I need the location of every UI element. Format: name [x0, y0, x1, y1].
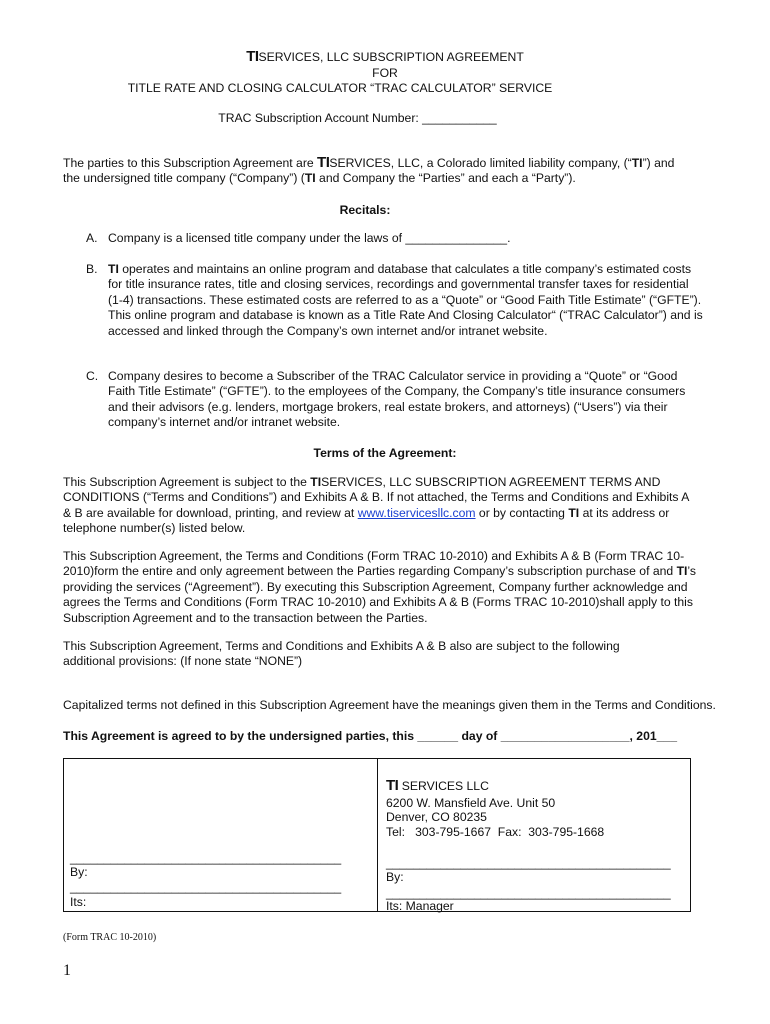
recital-a	[86, 231, 706, 246]
recital-c	[86, 369, 706, 431]
ti-company-name	[386, 777, 489, 794]
table-divider	[377, 759, 378, 911]
ti-address-2: Denver, CO 80235	[386, 810, 487, 824]
title-for: FOR	[372, 66, 398, 80]
terms-heading: Terms of the Agreement:	[313, 446, 457, 460]
recital-text: Company is a licensed title company under the laws of _______________.	[108, 231, 511, 245]
page-number: 1	[63, 962, 71, 979]
terms-text: at its address or telephone number(s) listed below.	[63, 505, 670, 536]
intro-ti-2: TI	[304, 171, 316, 186]
intro-ti-bold: TI	[631, 156, 643, 170]
terms-ti: TI	[568, 505, 580, 520]
intro-text-4: the undersigned title company (“Company”) (	[63, 171, 305, 186]
company-its-line: ________________________________________	[70, 880, 342, 894]
recitals-heading: Recitals:	[339, 203, 391, 217]
company-its-label: Its:	[70, 895, 87, 909]
ti-name-rest: SERVICES LLC	[398, 779, 489, 793]
intro-text-2: SERVICES, LLC, a Colorado limited liability company, (“	[329, 156, 632, 170]
terms-text: ’s providing the services (“Agreement”). By executing this Subscription Agreement, Company further acknowledge and agrees the Terms and Conditions (Form TRAC 10-2010) and Exhibits A & B (Forms TRAC 10-2010)shall apply to this Subscription Agreement and to the transaction between the Parties.	[63, 564, 697, 625]
title-ti: TI	[246, 48, 259, 65]
recital-text: Company desires to become a Subscriber of the TRAC Calculator service in providing a “Quote” or “Good Faith Title Estimate” (“GFTE”). to the employees of the Company, the Company’s title insurance consumers and their advisors (e.g. lenders, mortgage brokers, real estate brokers, and attorneys) (“Users”) via their company’s internet and/or intranet website.	[108, 369, 686, 430]
intro-paragraph	[63, 155, 723, 187]
recital-body: operates and maintains an online program and database that calculates a title company’s estimated costs for title insurance rates, title and closing services, recordings and governmental transfer taxes for residential (1-4) transactions. These estimated costs are referred to as a “Quote” or “Good Faith Title Estimate” (“GFTE”). This online program and database is known as a Title Rate And Closing Calculator“ (“TRAC Calculator”) and is accessed and linked through the Company’s own internet and/or intranet website.	[108, 262, 703, 338]
title-rest: SERVICES, LLC SUBSCRIPTION AGREEMENT	[258, 50, 524, 64]
ti-its-label: Its: Manager	[386, 899, 454, 913]
company-signature-line: ________________________________________	[70, 851, 342, 865]
intro-text-1: The parties to this Subscription Agreement are	[63, 156, 318, 170]
terms-ti: TI	[676, 564, 688, 579]
terms-text: This Subscription Agreement is subject to the	[63, 475, 311, 489]
recital-b	[86, 262, 706, 339]
ti-name-big: TI	[386, 777, 399, 794]
website-link[interactable]: www.tiservicesllc.com	[357, 505, 476, 520]
terms-text: SERVICES, LLC SUBSCRIPTION AGREEMENT TERMS AND CONDITIONS (“Terms and Conditions”) and Exhibits A & B. If not attached, the Terms and Conditions and Exhibits A & B are available for download, printing, and review at	[63, 475, 689, 520]
recital-letter: A.	[86, 231, 98, 245]
terms-paragraph-2	[63, 549, 723, 626]
terms-paragraph-3: This Subscription Agreement, Terms and Conditions and Exhibits A & B also are subject to the following additional provisions: (If none state “NONE”)	[63, 639, 620, 669]
agreement-title	[0, 48, 770, 65]
ti-its-line: __________________________________________	[386, 886, 671, 900]
recital-letter: C.	[86, 369, 99, 383]
agreement-date-line: This Agreement is agreed to by the undersigned parties, this ______ day of ___________________, 201___	[63, 729, 677, 743]
terms-text: This Subscription Agreement, the Terms and Conditions (Form TRAC 10-2010) and Exhibits A & B (Form TRAC 10-2010)form the entire and only agreement between the Parties regarding Company’s subscription purchase of and	[63, 549, 685, 579]
ti-address-1: 6200 W. Mansfield Ave. Unit 50	[386, 796, 556, 810]
intro-text-5: and Company the “Parties” and each a “Party”).	[315, 171, 576, 186]
ti-phone-fax: Tel: 303-795-1667 Fax: 303-795-1668	[386, 825, 605, 839]
terms-paragraph-4: Capitalized terms not defined in this Subscription Agreement have the meanings given them in the Terms and Conditions.	[63, 698, 716, 712]
signature-table	[63, 758, 691, 912]
terms-ti: TI	[310, 475, 322, 489]
ti-by-label: By:	[386, 870, 404, 884]
terms-paragraph-1	[63, 475, 693, 537]
intro-text-3: ”) and	[642, 156, 675, 170]
terms-text: or by contacting	[475, 505, 569, 520]
intro-ti-big: TI	[317, 154, 330, 171]
account-number: TRAC Subscription Account Number: ___________	[218, 111, 497, 125]
ti-signature-line: __________________________________________	[386, 856, 671, 870]
company-by-label: By:	[70, 865, 88, 879]
title-subheading: TITLE RATE AND CLOSING CALCULATOR “TRAC CALCULATOR” SERVICE	[127, 81, 553, 95]
recital-text	[108, 262, 706, 339]
recital-ti: TI	[108, 262, 119, 276]
recital-letter: B.	[86, 262, 98, 276]
form-number: (Form TRAC 10-2010)	[63, 932, 157, 943]
